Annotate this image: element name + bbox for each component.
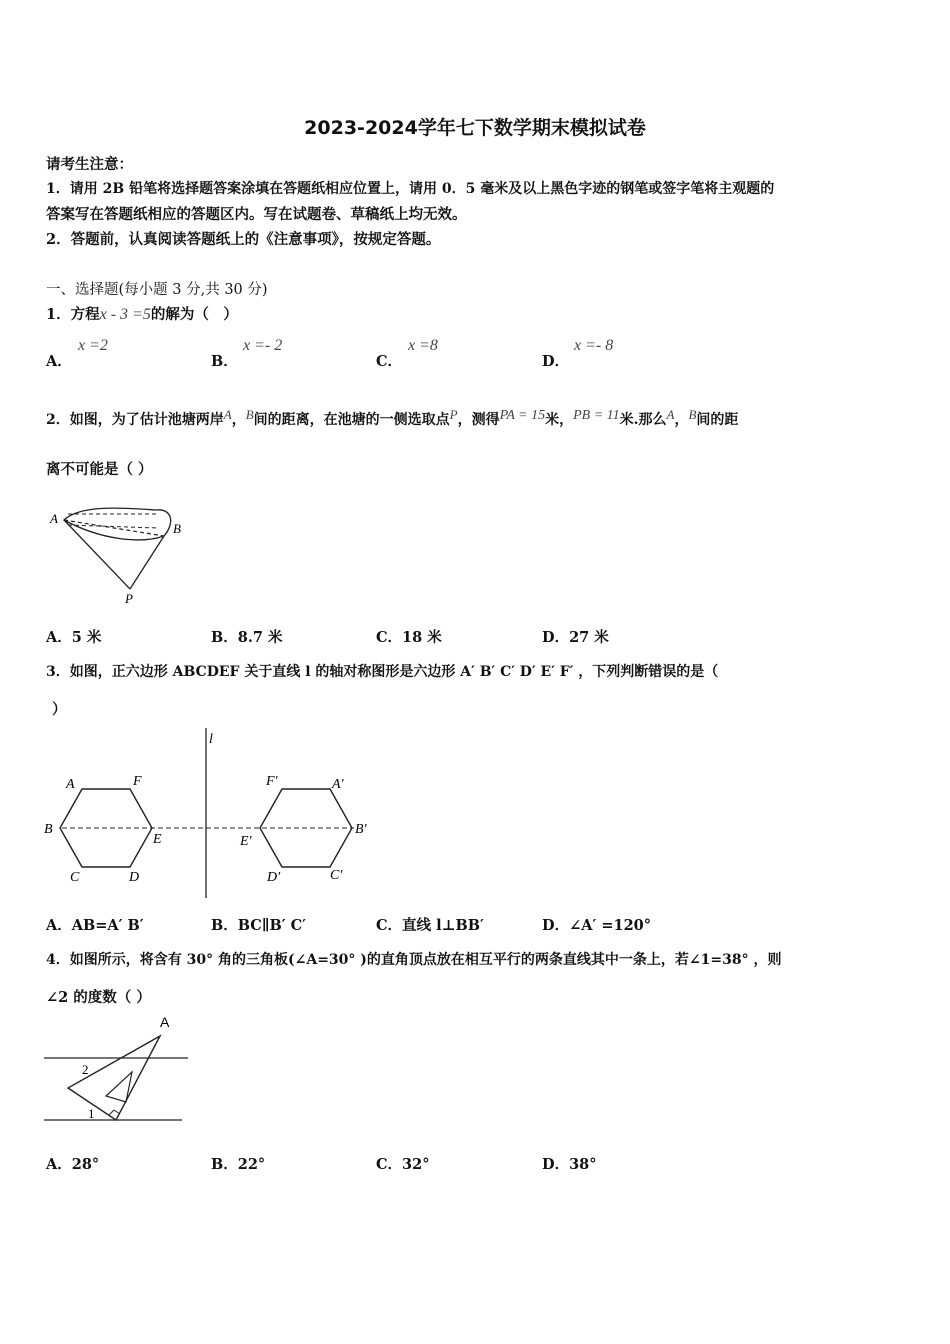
q1-option-b-value: x =- 2 [243, 337, 283, 354]
q3-option-c: C．直线 l⊥BB′ [376, 917, 484, 934]
q3-fig-left-b: B [44, 822, 53, 837]
q1-option-a-label: A． [46, 353, 72, 370]
q3-hexagon-figure [40, 726, 390, 901]
q3-stem-line-1: 3．如图，正六边形 ABCDEF 关于直线 l 的轴对称图形是六边形 A′ B′ C′ D′ E′ F′ ，下列判断错误的是（ [46, 664, 719, 680]
q2-point-b: B [245, 407, 254, 422]
q2-stem-line-1: 2．如图，为了估计池塘两岸A，B间的距离，在池塘的一侧选取点P，测得PA = 15米，PB = 11米.那么A，B间的距 [46, 407, 739, 428]
q1-stem [46, 303, 238, 324]
q3-option-d: D．∠A′ =120° [542, 917, 652, 934]
q3-fig-right-d: D′ [267, 870, 281, 885]
q1-pre: 1．方程 [46, 306, 100, 323]
q1-option-d-value: x =- 8 [574, 337, 614, 354]
q2-option-d: D．27 米 [542, 629, 609, 646]
q3-fig-right-f: F′ [266, 774, 278, 789]
q2-fig-label-a: A [50, 511, 58, 526]
section-heading: 一、选择题(每小题 3 分,共 30 分) [46, 282, 268, 298]
page-title: 2023-2024学年七下数学期末模拟试卷 [304, 117, 646, 139]
q3-fig-right-a: A′ [332, 777, 344, 792]
q2-option-c: C．18 米 [376, 629, 442, 646]
q2-point-p: P [449, 407, 458, 422]
q1-option-d-label: D． [542, 353, 570, 370]
q2-pond-figure [46, 500, 196, 610]
q1-post: 的解为（ ） [150, 306, 238, 323]
q3-fig-right-e: E′ [240, 834, 252, 849]
q2-option-a: A．5 米 [46, 629, 102, 646]
q3-fig-left-a: A [66, 777, 75, 792]
q3-option-b: B．BC∥B′ C′ [211, 917, 306, 934]
notice-line-2: 答案写在答题纸相应的答题区内。写在试题卷、草稿纸上均无效。 [46, 206, 467, 223]
notice-line-3: 2．答题前，认真阅读答题纸上的《注意事项》，按规定答题。 [46, 231, 441, 248]
q3-fig-right-c: C′ [330, 868, 343, 883]
notice-heading: 请考生注意： [46, 156, 133, 173]
q2-point-a: A [223, 407, 232, 422]
q2-pb: PB = 11 [573, 408, 620, 423]
q4-fig-label-a: A [160, 1014, 170, 1030]
q4-fig-label-1: 1 [88, 1106, 95, 1121]
q4-stem-line-2: ∠2 的度数（ ） [46, 989, 151, 1006]
q3-stem-line-2: ） [52, 701, 67, 718]
q1-option-b-label: B． [211, 353, 238, 370]
q1-option-c-label: C． [376, 353, 403, 370]
q1-option-c-value: x =8 [408, 337, 438, 354]
q1-equation: x - 3 =5 [99, 306, 151, 323]
q1-option-a-value: x =2 [78, 337, 108, 354]
q3-fig-left-d: D [129, 870, 140, 885]
q3-fig-left-c: C [70, 870, 80, 885]
q4-option-c: C．32° [376, 1156, 430, 1173]
q2-stem-line-2: 离不可能是（ ） [46, 461, 153, 478]
q3-fig-right-b: B′ [355, 822, 367, 837]
q2-fig-label-b: B [173, 521, 181, 536]
q3-fig-left-f: F [133, 774, 142, 789]
q3-fig-label-l: l [209, 732, 213, 747]
q3-option-a: A．AB=A′ B′ [46, 917, 144, 934]
q2-fig-label-p: P [125, 591, 133, 606]
q2-option-b: B．8.7 米 [211, 629, 283, 646]
q4-option-b: B．22° [211, 1156, 266, 1173]
q4-stem-line-1: 4．如图所示，将含有 30° 角的三角板(∠A=30° )的直角顶点放在相互平行的两条直线其中一条上，若∠1=38° ，则 [46, 952, 782, 968]
q4-option-d: D．38° [542, 1156, 597, 1173]
notice-line-1: 1．请用 2B 铅笔将选择题答案涂填在答题纸相应位置上，请用 0．5 毫米及以上黑色字迹的钢笔或签字笔将主观题的 [46, 181, 775, 197]
q3-fig-left-e: E [153, 832, 162, 847]
q4-fig-label-2: 2 [82, 1062, 89, 1077]
q2-pa: PA = 15 [499, 408, 546, 423]
q4-option-a: A．28° [46, 1156, 100, 1173]
q4-triangle-figure [40, 1010, 200, 1130]
